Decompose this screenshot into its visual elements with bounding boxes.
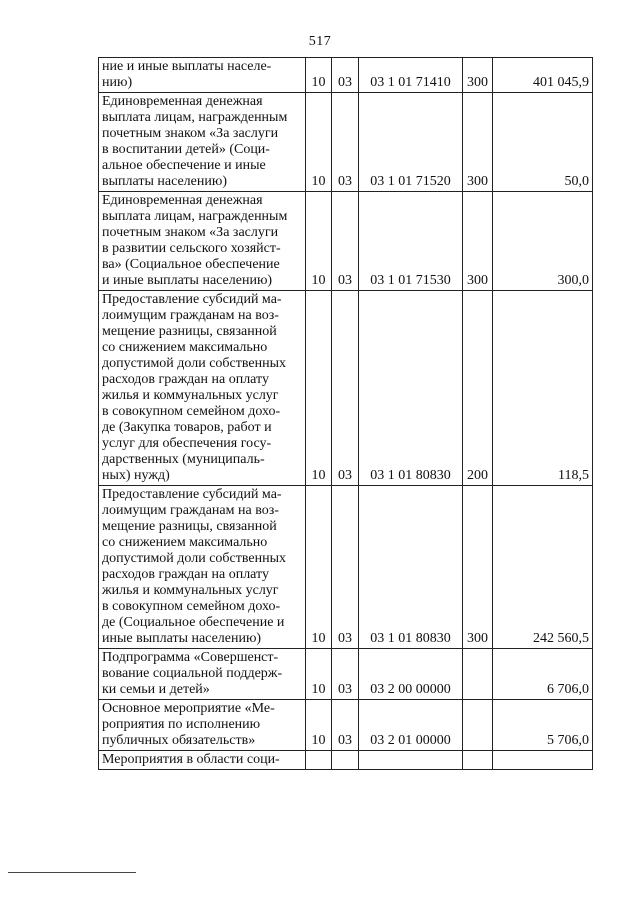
section-code: 10 (306, 58, 332, 93)
amount: 50,0 (493, 93, 593, 192)
amount: 401 045,9 (493, 58, 593, 93)
section-code (306, 751, 332, 770)
table-row (99, 93, 593, 192)
expense-type-code: 300 (463, 486, 493, 649)
row-description: Подпрограмма «Совершенст- вование социальной поддерж- ки семьи и детей» (99, 649, 306, 700)
target-article-code: 03 2 01 00000 (359, 700, 463, 751)
target-article-code: 03 1 01 71410 (359, 58, 463, 93)
target-article-code: 03 2 00 00000 (359, 649, 463, 700)
section-code: 10 (306, 291, 332, 486)
subsection-code: 03 (332, 93, 359, 192)
subsection-code: 03 (332, 192, 359, 291)
row-description: Единовременная денежная выплата лицам, награжденным почетным знаком «За заслуги в воспитании детей» (Соци- альное обеспечение и иные выплаты населению) (99, 93, 306, 192)
row-description: Единовременная денежная выплата лицам, награжденным почетным знаком «За заслуги в развитии сельского хозяйст- ва» (Социальное обеспечение и иные выплаты населению) (99, 192, 306, 291)
expense-type-code: 200 (463, 291, 493, 486)
subsection-code: 03 (332, 649, 359, 700)
row-description: Предоставление субсидий ма- лоимущим гражданам на воз- мещение разницы, связанной со снижением максимально допустимой доли собственных расходов граждан на оплату жилья и коммунальных услуг в совокупном семейном дохо- де (Социальное обеспечение и иные выплаты населению) (99, 486, 306, 649)
page-number: 517 (308, 34, 332, 49)
section-code: 10 (306, 700, 332, 751)
row-description: Основное мероприятие «Ме- роприятия по исполнению публичных обязательств» (99, 700, 306, 751)
target-article-code: 03 1 01 71530 (359, 192, 463, 291)
amount: 118,5 (493, 291, 593, 486)
expense-type-code (463, 700, 493, 751)
amount: 300,0 (493, 192, 593, 291)
table-row (99, 486, 593, 649)
amount: 5 706,0 (493, 700, 593, 751)
budget-table (98, 57, 593, 770)
subsection-code: 03 (332, 291, 359, 486)
row-description: Предоставление субсидий ма- лоимущим гражданам на воз- мещение разницы, связанной со снижением максимально допустимой доли собственных расходов граждан на оплату жилья и коммунальных услуг в совокупном семейном дохо- де (Закупка товаров, работ и услуг для обеспечения госу- дарственных (муниципаль- ных) нужд) (99, 291, 306, 486)
expense-type-code: 300 (463, 93, 493, 192)
subsection-code (332, 751, 359, 770)
section-code: 10 (306, 649, 332, 700)
section-code: 10 (306, 486, 332, 649)
amount: 242 560,5 (493, 486, 593, 649)
table-row (99, 192, 593, 291)
target-article-code: 03 1 01 71520 (359, 93, 463, 192)
expense-type-code (463, 751, 493, 770)
subsection-code: 03 (332, 700, 359, 751)
subsection-code: 03 (332, 486, 359, 649)
section-code: 10 (306, 192, 332, 291)
subsection-code: 03 (332, 58, 359, 93)
section-code: 10 (306, 93, 332, 192)
expense-type-code: 300 (463, 192, 493, 291)
table-row (99, 58, 593, 93)
expense-type-code: 300 (463, 58, 493, 93)
target-article-code: 03 1 01 80830 (359, 486, 463, 649)
table-row (99, 700, 593, 751)
target-article-code: 03 1 01 80830 (359, 291, 463, 486)
table-row (99, 291, 593, 486)
table-row (99, 751, 593, 770)
expense-type-code (463, 649, 493, 700)
footer-rule (8, 872, 136, 873)
row-description: ние и иные выплаты населе- нию) (99, 58, 306, 93)
table-row (99, 649, 593, 700)
amount: 6 706,0 (493, 649, 593, 700)
target-article-code (359, 751, 463, 770)
row-description: Мероприятия в области соци- (99, 751, 306, 770)
amount (493, 751, 593, 770)
